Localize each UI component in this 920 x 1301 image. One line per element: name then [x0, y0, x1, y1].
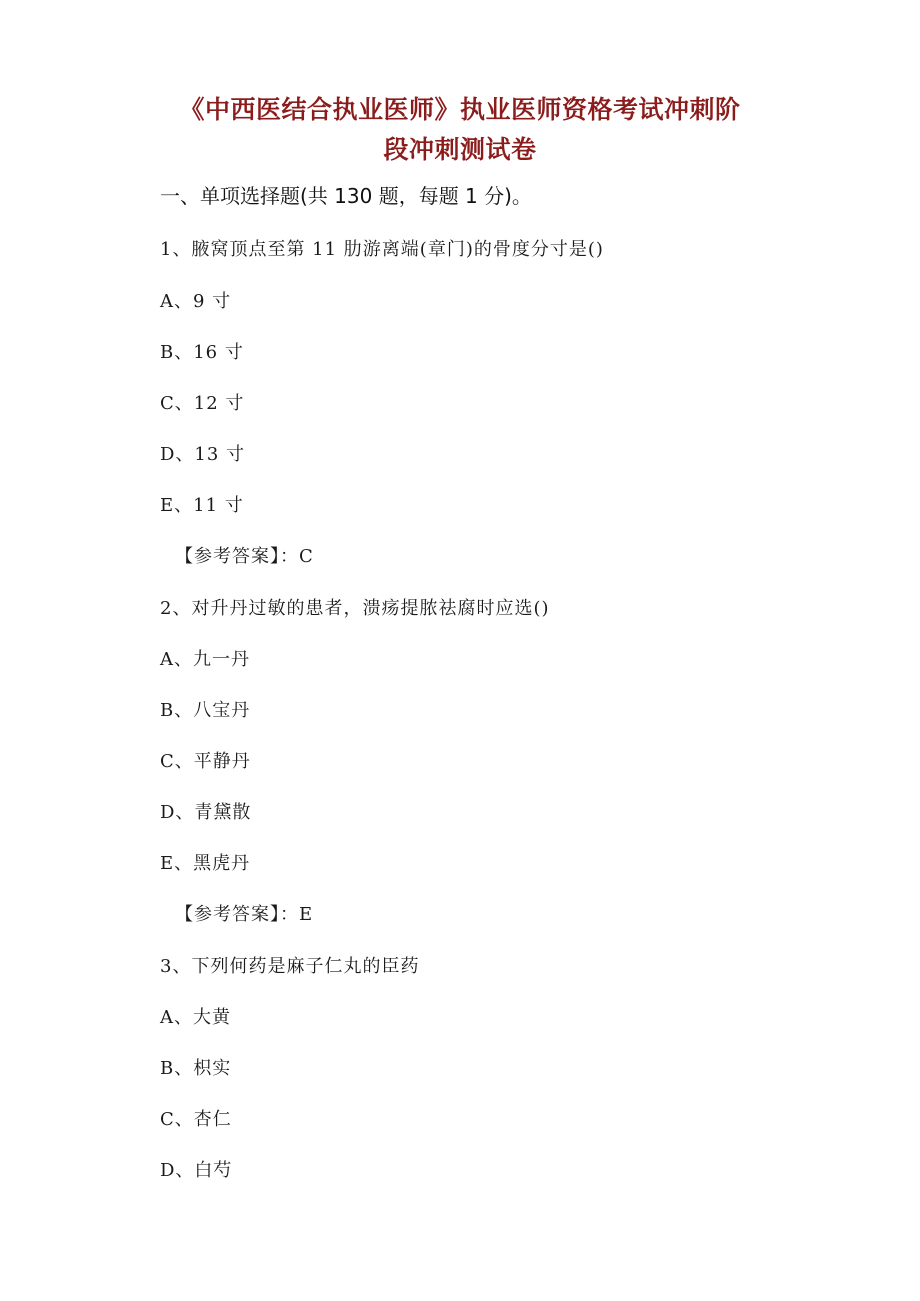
document-title-line-1: 《中西医结合执业医师》执业医师资格考试冲刺阶	[179, 95, 741, 124]
question-option: C、平静丹	[160, 751, 251, 772]
question-stem: 3、下列何药是麻子仁丸的臣药	[160, 956, 420, 977]
answer-key: 【参考答案】：E	[175, 904, 314, 925]
question-option: B、八宝丹	[160, 700, 251, 721]
question-option: A、大黄	[160, 1007, 231, 1028]
question-option: E、11 寸	[160, 495, 244, 516]
question-option: C、杏仁	[160, 1109, 232, 1130]
section-heading: 一、单项选择题(共 130 题，每题 1 分)。	[160, 184, 532, 208]
answer-key: 【参考答案】：C	[175, 546, 314, 567]
question-option: D、13 寸	[160, 444, 246, 465]
question-option: C、12 寸	[160, 393, 245, 414]
question-option: A、9 寸	[160, 291, 232, 312]
question-option: D、青黛散	[160, 802, 252, 823]
question-stem: 2、对升丹过敏的患者，溃疡提脓祛腐时应选()	[160, 598, 550, 619]
question-option: B、枳实	[160, 1058, 232, 1079]
question-stem: 1、腋窝顶点至第 11 肋游离端(章门)的骨度分寸是()	[160, 239, 604, 260]
question-option: B、16 寸	[160, 342, 244, 363]
question-option: E、黑虎丹	[160, 853, 251, 874]
question-option: A、九一丹	[160, 649, 250, 670]
question-option: D、白芍	[160, 1160, 233, 1181]
document-title-line-2: 段冲刺测试卷	[383, 135, 537, 164]
